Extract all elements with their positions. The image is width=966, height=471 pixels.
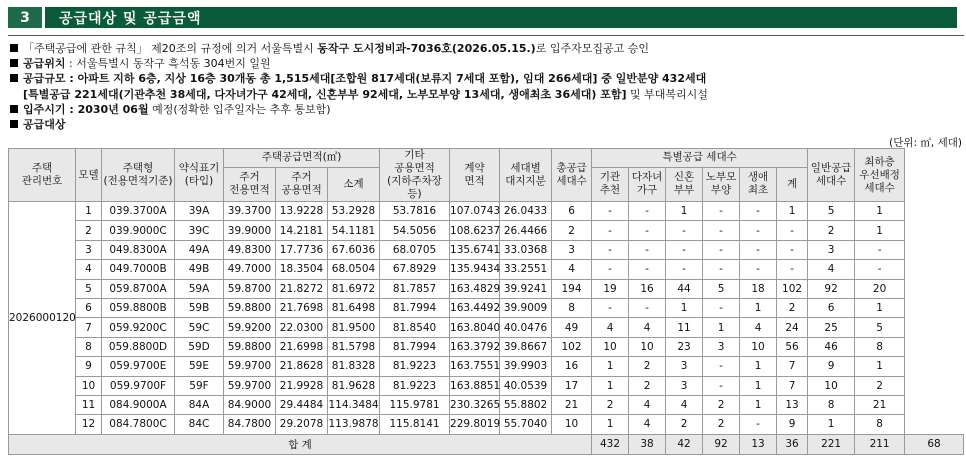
- table-cell: 5: [703, 279, 740, 298]
- header-elderly-parent: 노부모 부양: [703, 167, 740, 201]
- table-cell: 1: [592, 376, 629, 395]
- note-approval: [10, 41, 708, 56]
- supply-table: [8, 148, 964, 455]
- table-cell: -: [629, 221, 666, 240]
- table-cell: 4: [76, 260, 102, 279]
- table-cell: 13: [777, 395, 808, 414]
- table-cell: 81.9223: [380, 357, 450, 376]
- table-cell: 18.3504: [276, 260, 328, 279]
- note-label: 공급대상: [23, 118, 66, 132]
- table-cell: 10: [76, 376, 102, 395]
- table-cell: 163.4829: [450, 279, 500, 298]
- table-cell: 10: [552, 415, 592, 434]
- table-cell: -: [740, 202, 777, 221]
- table-cell: 3: [666, 376, 703, 395]
- table-cell: 84A: [175, 395, 224, 414]
- table-cell: 16: [552, 357, 592, 376]
- table-cell: -: [666, 221, 703, 240]
- mgmt-no-cell: 2026000120: [9, 202, 76, 435]
- table-cell: 102: [777, 279, 808, 298]
- table-cell: 039.9000C: [102, 221, 175, 240]
- header-total-supply: 총공급 세대수: [552, 149, 592, 202]
- table-cell: 059.9700F: [102, 376, 175, 395]
- note-bold: : 아파트 지하 6층, 지상 16층 30개동 총 1,515세대[조합원 817세대(보류지 7세대 포함), 임대 266세대] 중 일반분양 432세대: [65, 72, 707, 86]
- table-cell: 84.9000: [224, 395, 276, 414]
- table-cell: 39.3700: [224, 202, 276, 221]
- table-cell: 1: [740, 357, 777, 376]
- table-cell: 3: [552, 240, 592, 259]
- table-cell: 49A: [175, 240, 224, 259]
- table-cell: 4: [629, 318, 666, 337]
- table-cell: 4: [666, 395, 703, 414]
- table-cell: 49.8300: [224, 240, 276, 259]
- table-row: [9, 337, 964, 356]
- table-cell: 19: [592, 279, 629, 298]
- note-label: 입주시기: [23, 102, 66, 116]
- table-cell: 9: [76, 357, 102, 376]
- table-cell: 1: [76, 202, 102, 221]
- table-cell: 4: [629, 415, 666, 434]
- table-cell: 59D: [175, 337, 224, 356]
- table-cell: 1: [855, 357, 905, 376]
- table-cell: -: [703, 260, 740, 279]
- table-cell: 115.9781: [380, 395, 450, 414]
- total-cell: 221: [808, 434, 855, 454]
- table-cell: 59.9700: [224, 357, 276, 376]
- table-cell: 1: [740, 395, 777, 414]
- total-cell: 92: [703, 434, 740, 454]
- table-cell: 18: [740, 279, 777, 298]
- table-cell: 81.6498: [328, 298, 380, 317]
- table-cell: 21.8628: [276, 357, 328, 376]
- table-cell: 1: [666, 202, 703, 221]
- table-cell: 2: [777, 298, 808, 317]
- table-cell: 115.8141: [380, 415, 450, 434]
- table-cell: 54.5056: [380, 221, 450, 240]
- table-row: [9, 376, 964, 395]
- table-cell: 1: [855, 221, 905, 240]
- table-cell: 084.9000A: [102, 395, 175, 414]
- table-cell: 6: [552, 202, 592, 221]
- table-cell: -: [740, 260, 777, 279]
- table-cell: 39.9903: [500, 357, 552, 376]
- table-row: [9, 279, 964, 298]
- table-cell: 3: [808, 240, 855, 259]
- table-cell: -: [592, 260, 629, 279]
- table-cell: 11: [76, 395, 102, 414]
- table-cell: 53.7816: [380, 202, 450, 221]
- table-cell: 135.6741: [450, 240, 500, 259]
- table-cell: 81.5798: [328, 337, 380, 356]
- table-cell: 194: [552, 279, 592, 298]
- table-cell: 107.0743: [450, 202, 500, 221]
- table-cell: 21.8272: [276, 279, 328, 298]
- table-cell: 049.7000B: [102, 260, 175, 279]
- table-cell: 14.2181: [276, 221, 328, 240]
- table-cell: 59A: [175, 279, 224, 298]
- table-cell: 4: [808, 260, 855, 279]
- square-bullet-icon: [10, 59, 18, 67]
- square-bullet-icon: [10, 105, 18, 113]
- table-cell: -: [703, 298, 740, 317]
- table-cell: 1: [592, 415, 629, 434]
- table-cell: 8: [552, 298, 592, 317]
- table-cell: 68.0504: [328, 260, 380, 279]
- square-bullet-icon: [10, 44, 18, 52]
- table-cell: 92: [808, 279, 855, 298]
- table-cell: 9: [777, 415, 808, 434]
- table-cell: 67.8929: [380, 260, 450, 279]
- table-row: [9, 298, 964, 317]
- header-sum: 계: [777, 167, 808, 201]
- table-cell: 29.4484: [276, 395, 328, 414]
- table-cell: 1: [855, 202, 905, 221]
- table-cell: 059.9200C: [102, 318, 175, 337]
- total-cell: 68: [905, 434, 964, 454]
- table-cell: -: [777, 260, 808, 279]
- table-cell: 5: [855, 318, 905, 337]
- table-cell: 44: [666, 279, 703, 298]
- table-cell: 81.9628: [328, 376, 380, 395]
- note-bold: : 2030년 06월: [65, 102, 149, 116]
- total-cell: 36: [777, 434, 808, 454]
- total-row: [9, 434, 964, 454]
- table-cell: 4: [552, 260, 592, 279]
- table-cell: 2: [703, 395, 740, 414]
- table-cell: 3: [703, 337, 740, 356]
- table-cell: 59.9700: [224, 376, 276, 395]
- table-cell: 21: [855, 395, 905, 414]
- table-cell: 1: [808, 415, 855, 434]
- table-cell: 81.7857: [380, 279, 450, 298]
- table-cell: 33.2551: [500, 260, 552, 279]
- table-row: [9, 260, 964, 279]
- table-cell: 55.7040: [500, 415, 552, 434]
- table-cell: -: [629, 298, 666, 317]
- table-cell: 5: [76, 279, 102, 298]
- table-cell: 059.8800B: [102, 298, 175, 317]
- header-land-share: 세대별 대지지분: [500, 149, 552, 202]
- header-institution: 기관 추천: [592, 167, 629, 201]
- table-cell: 54.1181: [328, 221, 380, 240]
- note-text: 예정(정확한 입주일자는 추후 통보함): [148, 102, 331, 116]
- table-cell: 7: [777, 357, 808, 376]
- section-header: [8, 7, 957, 28]
- table-cell: 059.9700E: [102, 357, 175, 376]
- table-cell: 59.8800: [224, 337, 276, 356]
- table-cell: 6: [808, 298, 855, 317]
- table-cell: -: [629, 260, 666, 279]
- table-cell: 59.9200: [224, 318, 276, 337]
- header-supply-area: 주택공급면적(㎡): [224, 149, 380, 168]
- table-cell: 56: [777, 337, 808, 356]
- table-cell: -: [740, 221, 777, 240]
- header-house-type: 주택형 (전용면적기준): [102, 149, 175, 202]
- table-cell: 59F: [175, 376, 224, 395]
- square-bullet-icon: [10, 120, 18, 128]
- table-cell: 10: [808, 376, 855, 395]
- table-cell: 9: [808, 357, 855, 376]
- table-cell: 114.3484: [328, 395, 380, 414]
- table-cell: 59B: [175, 298, 224, 317]
- table-cell: -: [703, 221, 740, 240]
- table-cell: 2: [592, 395, 629, 414]
- table-cell: 59E: [175, 357, 224, 376]
- table-cell: 39C: [175, 221, 224, 240]
- header-exclusive-area: 주거 전용면적: [224, 167, 276, 201]
- table-cell: 2: [552, 221, 592, 240]
- table-cell: 26.0433: [500, 202, 552, 221]
- table-cell: 24: [777, 318, 808, 337]
- table-cell: 163.8040: [450, 318, 500, 337]
- table-cell: 163.8851: [450, 376, 500, 395]
- table-cell: 59.8700: [224, 279, 276, 298]
- header-mgmt-no: 주택 관리번호: [9, 149, 76, 202]
- table-row: [9, 395, 964, 414]
- table-cell: 84.7800: [224, 415, 276, 434]
- section-title: 공급대상 및 공급금액: [45, 7, 957, 28]
- table-cell: 1: [777, 202, 808, 221]
- table-cell: 084.7800C: [102, 415, 175, 434]
- table-cell: 5: [808, 202, 855, 221]
- table-cell: 33.0368: [500, 240, 552, 259]
- table-cell: 39.9241: [500, 279, 552, 298]
- table-cell: 229.8019: [450, 415, 500, 434]
- table-cell: 26.4466: [500, 221, 552, 240]
- table-cell: 2: [629, 376, 666, 395]
- note-scale: [10, 71, 708, 86]
- table-cell: 2: [629, 357, 666, 376]
- table-cell: -: [855, 240, 905, 259]
- table-cell: 1: [666, 298, 703, 317]
- table-cell: 68.0705: [380, 240, 450, 259]
- table-cell: 6: [76, 298, 102, 317]
- table-cell: 20: [855, 279, 905, 298]
- table-cell: 230.3265: [450, 395, 500, 414]
- header-first-time: 생애 최초: [740, 167, 777, 201]
- table-cell: 3: [666, 357, 703, 376]
- table-cell: 39.9009: [500, 298, 552, 317]
- table-row: [9, 202, 964, 221]
- note-location: [10, 56, 708, 71]
- table-cell: 81.9500: [328, 318, 380, 337]
- table-cell: -: [703, 376, 740, 395]
- table-cell: 17: [552, 376, 592, 395]
- table-cell: 49.7000: [224, 260, 276, 279]
- table-cell: 059.8700A: [102, 279, 175, 298]
- table-cell: 1: [740, 298, 777, 317]
- table-cell: 135.9434: [450, 260, 500, 279]
- table-cell: 113.9878: [328, 415, 380, 434]
- table-cell: 8: [808, 395, 855, 414]
- note-label: 공급규모: [23, 72, 66, 86]
- table-cell: -: [666, 240, 703, 259]
- table-cell: -: [703, 240, 740, 259]
- note-bold: [특별공급 221세대(기관추천 38세대, 다자녀가구 42세대, 신혼부부 92세대, 노부모부양 13세대, 생애최초 36세대) 포함]: [23, 87, 627, 101]
- table-cell: 81.6972: [328, 279, 380, 298]
- table-cell: 40.0476: [500, 318, 552, 337]
- unit-label: (단위: ㎡, 세대): [889, 137, 962, 149]
- table-cell: 49: [552, 318, 592, 337]
- note-target: [10, 117, 708, 132]
- table-body: [9, 202, 964, 455]
- table-cell: -: [666, 260, 703, 279]
- total-cell: 38: [629, 434, 666, 454]
- table-cell: 39A: [175, 202, 224, 221]
- total-cell: 13: [740, 434, 777, 454]
- table-cell: 21.7698: [276, 298, 328, 317]
- table-cell: 55.8802: [500, 395, 552, 414]
- table-cell: -: [703, 202, 740, 221]
- table-cell: 1: [855, 298, 905, 317]
- table-cell: 7: [777, 376, 808, 395]
- table-cell: 81.7994: [380, 298, 450, 317]
- total-cell: 42: [666, 434, 703, 454]
- table-cell: 10: [629, 337, 666, 356]
- table-cell: 8: [855, 415, 905, 434]
- table-cell: -: [740, 415, 777, 434]
- table-cell: -: [629, 202, 666, 221]
- table-cell: -: [740, 240, 777, 259]
- table-cell: 39.9000: [224, 221, 276, 240]
- table-cell: 49B: [175, 260, 224, 279]
- note-label: 공급위치: [23, 57, 66, 71]
- header-other-common: 기타 공용면적 (지하주차장등): [380, 149, 450, 202]
- table-cell: 81.7994: [380, 337, 450, 356]
- table-cell: 22.0300: [276, 318, 328, 337]
- table-cell: 12: [76, 415, 102, 434]
- header-subtotal: 소계: [328, 167, 380, 201]
- table-cell: 59.8800: [224, 298, 276, 317]
- notes-block: [10, 41, 708, 132]
- table-cell: 67.6036: [328, 240, 380, 259]
- table-cell: 2: [855, 376, 905, 395]
- table-cell: 1: [703, 318, 740, 337]
- table-cell: 46: [808, 337, 855, 356]
- table-cell: -: [777, 240, 808, 259]
- table-cell: 84C: [175, 415, 224, 434]
- table-cell: 163.7551: [450, 357, 500, 376]
- header-common-area: 주거 공용면적: [276, 167, 328, 201]
- table-cell: -: [592, 298, 629, 317]
- table-cell: 163.3792: [450, 337, 500, 356]
- note-move-in: [10, 102, 708, 117]
- header-general-supply: 일반공급 세대수: [808, 149, 855, 202]
- note-text: 및 부대복리시설: [626, 87, 708, 101]
- table-cell: 29.2078: [276, 415, 328, 434]
- table-cell: 81.8540: [380, 318, 450, 337]
- table-cell: 11: [666, 318, 703, 337]
- square-bullet-icon: [10, 74, 18, 82]
- table-cell: 2: [76, 221, 102, 240]
- table-cell: -: [629, 240, 666, 259]
- table-cell: 17.7736: [276, 240, 328, 259]
- table-cell: 1: [592, 357, 629, 376]
- table-cell: 21: [552, 395, 592, 414]
- header-contract-area: 계약 면적: [450, 149, 500, 202]
- table-cell: 3: [76, 240, 102, 259]
- table-cell: 8: [855, 337, 905, 356]
- table-cell: 21.6998: [276, 337, 328, 356]
- table-cell: 59C: [175, 318, 224, 337]
- table-cell: -: [777, 221, 808, 240]
- table-cell: -: [592, 202, 629, 221]
- table-cell: 2: [666, 415, 703, 434]
- header-newlywed: 신혼 부부: [666, 167, 703, 201]
- header-multi-child: 다자녀 가구: [629, 167, 666, 201]
- table-cell: 059.8800D: [102, 337, 175, 356]
- table-cell: 039.3700A: [102, 202, 175, 221]
- header-special-supply: 특별공급 세대수: [592, 149, 808, 168]
- table-cell: 102: [552, 337, 592, 356]
- table-cell: 2: [808, 221, 855, 240]
- header-abbr: 약식표기 (타입): [175, 149, 224, 202]
- table-cell: 81.9223: [380, 376, 450, 395]
- table-cell: 53.2928: [328, 202, 380, 221]
- table-cell: 4: [740, 318, 777, 337]
- section-number: 3: [8, 7, 42, 28]
- note-text: : 서울특별시 동작구 흑석동 304번지 일원: [65, 57, 271, 71]
- table-cell: 8: [76, 337, 102, 356]
- table-cell: 39.8667: [500, 337, 552, 356]
- table-cell: 13.9228: [276, 202, 328, 221]
- table-cell: 40.0539: [500, 376, 552, 395]
- total-cell: 432: [592, 434, 629, 454]
- table-cell: 7: [76, 318, 102, 337]
- table-row: [9, 240, 964, 259]
- table-cell: -: [703, 357, 740, 376]
- total-cell: 211: [855, 434, 905, 454]
- table-cell: 108.6237: [450, 221, 500, 240]
- table-row: [9, 318, 964, 337]
- divider: [8, 35, 964, 36]
- note-text: 「주택공급에 관한 규칙」 제20조의 규정에 의거 서울특별시: [23, 42, 318, 55]
- note-special-supply: [10, 87, 708, 102]
- table-cell: -: [592, 240, 629, 259]
- note-bold: 동작구 도시정비과-7036호(2026.05.15.): [317, 42, 536, 55]
- table-row: [9, 357, 964, 376]
- note-text: 로 입주자모집공고 승인: [535, 42, 649, 55]
- table-cell: 049.8300A: [102, 240, 175, 259]
- total-label: 합 계: [9, 434, 592, 454]
- table-cell: 25: [808, 318, 855, 337]
- table-cell: 23: [666, 337, 703, 356]
- table-cell: 10: [592, 337, 629, 356]
- table-cell: 4: [629, 395, 666, 414]
- table-cell: 16: [629, 279, 666, 298]
- table-row: [9, 415, 964, 434]
- header-lowest-floor: 최하층 우선배정 세대수: [855, 149, 905, 202]
- table-cell: -: [592, 221, 629, 240]
- table-cell: 1: [740, 376, 777, 395]
- table-cell: 81.8328: [328, 357, 380, 376]
- table-cell: 4: [592, 318, 629, 337]
- table-cell: 21.9928: [276, 376, 328, 395]
- table-cell: -: [855, 260, 905, 279]
- table-cell: 2: [703, 415, 740, 434]
- table-cell: 10: [740, 337, 777, 356]
- table-cell: 163.4492: [450, 298, 500, 317]
- table-row: [9, 221, 964, 240]
- header-model: 모델: [76, 149, 102, 202]
